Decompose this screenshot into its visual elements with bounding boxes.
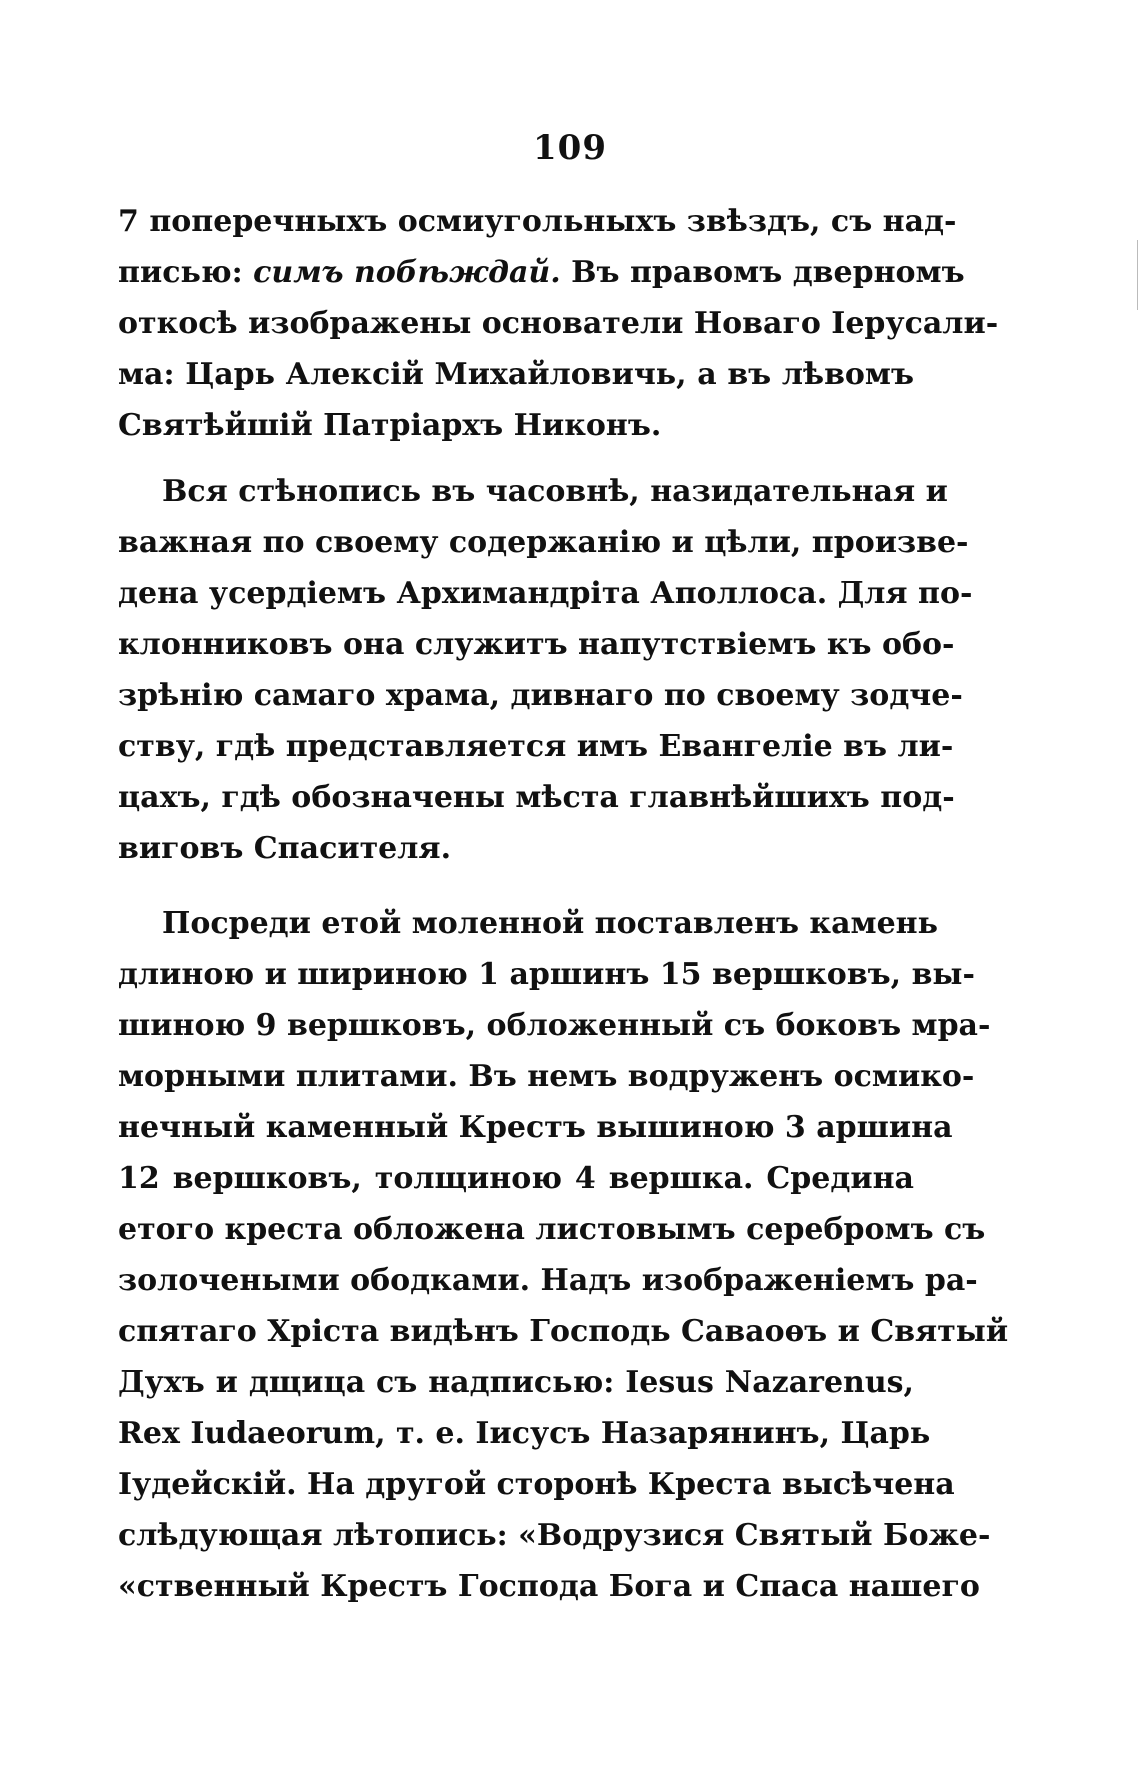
text-line: ма: Царь Алексій Михайловичь, а въ лѣвомъ xyxy=(118,357,914,392)
text-line: Святѣйшій Патріархъ Никонъ. xyxy=(118,408,662,443)
paragraph-2 xyxy=(118,466,973,874)
text-line: 7 поперечныхъ осмиугольныхъ звѣздъ, съ над- xyxy=(118,204,957,239)
text-line: нечный каменный Крестъ вышиною 3 аршина xyxy=(118,1110,953,1145)
text-line: Іудейскій. На другой сторонѣ Креста высѣчена xyxy=(118,1467,955,1502)
text-line: золочеными ободками. Надъ изображеніемъ ра- xyxy=(118,1263,978,1298)
text-line: клонниковъ она служитъ напутствіемъ къ обо- xyxy=(118,627,955,662)
text-line: цахъ, гдѣ обозначены мѣста главнѣйшихъ под- xyxy=(118,780,955,815)
text-segment: Въ правомъ дверномъ xyxy=(560,255,965,290)
text-line: слѣдующая лѣтопись: «Водрузися Святый Боже- xyxy=(118,1518,991,1553)
text-line: длиною и шириною 1 аршинъ 15 вершковъ, вы- xyxy=(118,957,975,992)
paragraph-1 xyxy=(118,196,999,451)
text-line: Вся стѣнопись въ часовнѣ, назидательная и xyxy=(162,474,948,509)
text-line: етого креста обложена листовымъ серебромъ съ xyxy=(118,1212,986,1247)
text-line: морными плитами. Въ немъ водруженъ осмико- xyxy=(118,1059,975,1094)
text-line: «ственный Крестъ Господа Бога и Спаса нашего xyxy=(118,1569,980,1604)
text-line: спятаго Хріста видѣнъ Господь Саваоѳъ и Святый xyxy=(118,1314,1009,1349)
emphasized-text: симъ побѣждай. xyxy=(253,255,561,290)
page-edge-mark xyxy=(1137,240,1138,310)
text-line: Духъ и дщица съ надписью: Iesus Nazarenus, xyxy=(118,1365,914,1400)
text-line: важная по своему содержанію и цѣли, произве- xyxy=(118,525,969,560)
text-line: шиною 9 вершковъ, обложенный съ боковъ мра- xyxy=(118,1008,991,1043)
page-number: 109 xyxy=(533,128,607,168)
paragraph-3 xyxy=(118,898,1009,1612)
text-line: зрѣнію самаго храма, дивнаго по своему зодче- xyxy=(118,678,963,713)
text-line: дена усердіемъ Архимандріта Аполлоса. Для по- xyxy=(118,576,973,611)
text-line: ству, гдѣ представляется имъ Евангеліе въ ли- xyxy=(118,729,954,764)
text-line: откосѣ изображены основатели Новаго Іерусали- xyxy=(118,306,999,341)
text-line xyxy=(118,247,965,298)
text-segment: писью: xyxy=(118,255,254,290)
text-line: 12 вершковъ, толщиною 4 вершка. Средина xyxy=(118,1161,914,1196)
text-line: виговъ Спасителя. xyxy=(118,831,452,866)
text-line: Посреди етой моленной поставленъ камень xyxy=(162,906,939,941)
text-line: Rex Iudaeorum, т. е. Іисусъ Назарянинъ, Царь xyxy=(118,1416,931,1451)
